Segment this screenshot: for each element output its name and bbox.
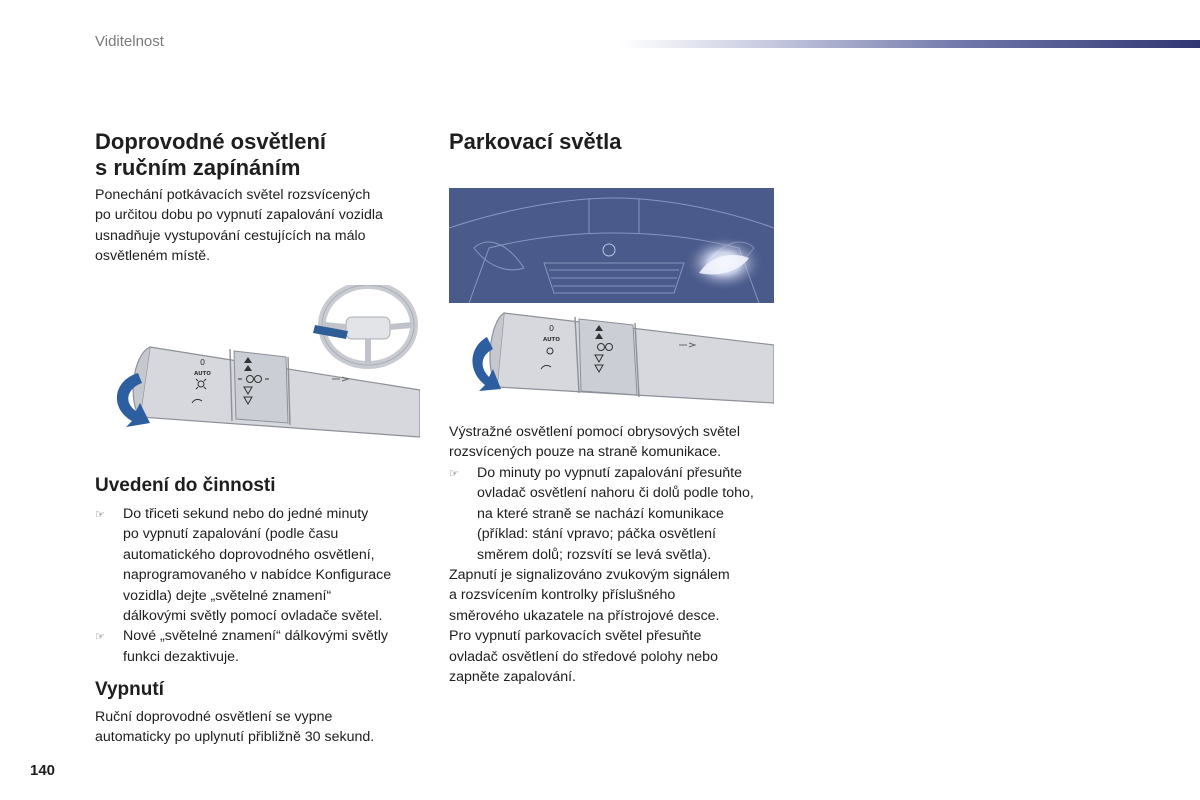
left-title (95, 129, 415, 181)
list-item-line: Nové „světelné znamení“ dálkovými světly (123, 628, 388, 645)
list-item-line: na které straně se nachází komunikace (477, 505, 724, 522)
deactivation-text (95, 707, 425, 748)
parking-after-line: a rozsvícením kontrolky příslušného (449, 587, 676, 604)
hand-pointer-icon: ☞ (449, 468, 459, 480)
list-item-line: po vypnutí zapalování (podle času (123, 526, 339, 543)
activation-heading: Uvedení do činnosti (95, 475, 276, 496)
list-item-line: Do třiceti sekund nebo do jedné minuty (123, 506, 369, 522)
list-item-line: naprogramovaného v nabídce Konfigurace (123, 567, 392, 584)
hand-pointer-icon: ☞ (95, 509, 105, 521)
activation-section (95, 475, 415, 497)
parking-lights-title: Parkovací světla (449, 129, 622, 154)
list-item-line: Do minuty po vypnutí zapalování přesuňte (477, 465, 742, 481)
intro-line: usnadňuje vystupování cestujících na málo (95, 227, 366, 244)
parking-intro (449, 422, 779, 463)
list-item-line: směrem dolů; rozsvítí se levá světla). (477, 546, 712, 563)
deactivation-line: automaticky po uplynutí přibližně 30 sekund. (95, 729, 375, 746)
parking-after-line: ovladač osvětlení do středové polohy nebo (449, 648, 718, 665)
list-item-line: vozidla) dejte „světelné znamení“ (123, 587, 332, 604)
intro-line: osvětleném místě. (95, 248, 211, 265)
car-front-illustration (449, 188, 774, 303)
parking-after-line: Zapnutí je signalizováno zvukovým signálem (449, 567, 730, 583)
title-line-1: Doprovodné osvětlení (95, 129, 327, 154)
title-line-2: s ručním zapínáním (95, 155, 301, 180)
deactivation-heading: Vypnutí (95, 679, 164, 700)
list-item-line: automatického doprovodného osvětlení, (123, 546, 375, 563)
hand-pointer-icon: ☞ (95, 631, 105, 644)
parking-after-line: směrového ukazatele na přístrojové desce. (449, 607, 720, 624)
svg-text:AUTO: AUTO (543, 337, 560, 343)
parking-after-line: Pro vypnutí parkovacích světel přesuňte (449, 628, 702, 645)
parking-intro-line: Výstražné osvětlení pomocí obrysových světel (449, 424, 740, 440)
parking-after (449, 565, 779, 687)
list-item-line: ovladač osvětlení nahoru či dolů podle toho, (477, 485, 754, 502)
list-item (449, 463, 779, 565)
lighting-stalk-illustration (110, 285, 420, 440)
svg-text:AUTO: AUTO (194, 371, 211, 377)
parking-list (449, 463, 779, 565)
activation-list (95, 504, 425, 667)
list-item-line: funkci dezaktivuje. (123, 648, 239, 665)
section-title: Viditelnost (95, 33, 164, 50)
intro-line: po určitou dobu po vypnutí zapalování vozidla (95, 207, 383, 224)
parking-intro-line: rozsvícených pouze na straně komunikace. (449, 444, 722, 461)
list-item-line: (příklad: stání vpravo; páčka osvětlení (477, 526, 716, 543)
steering-wheel-icon (322, 285, 414, 365)
deactivation-section (95, 679, 415, 701)
deactivation-line: Ruční doprovodné osvětlení se vypne (95, 709, 333, 725)
header-bar (620, 40, 1200, 48)
parking-after-line: zapněte zapalování. (449, 669, 576, 686)
intro-line: Ponechání potkávacích světel rozsvícených (95, 187, 371, 203)
list-item-line: dálkovými světly pomocí ovladače světel. (123, 608, 383, 625)
right-title-wrap (449, 129, 779, 155)
list-item (95, 504, 425, 626)
list-item (95, 626, 425, 667)
page-number: 140 (30, 762, 56, 779)
svg-text:0: 0 (549, 324, 555, 333)
svg-text:0: 0 (200, 358, 206, 367)
parking-stalk-illustration (449, 305, 774, 405)
left-intro (95, 185, 415, 267)
